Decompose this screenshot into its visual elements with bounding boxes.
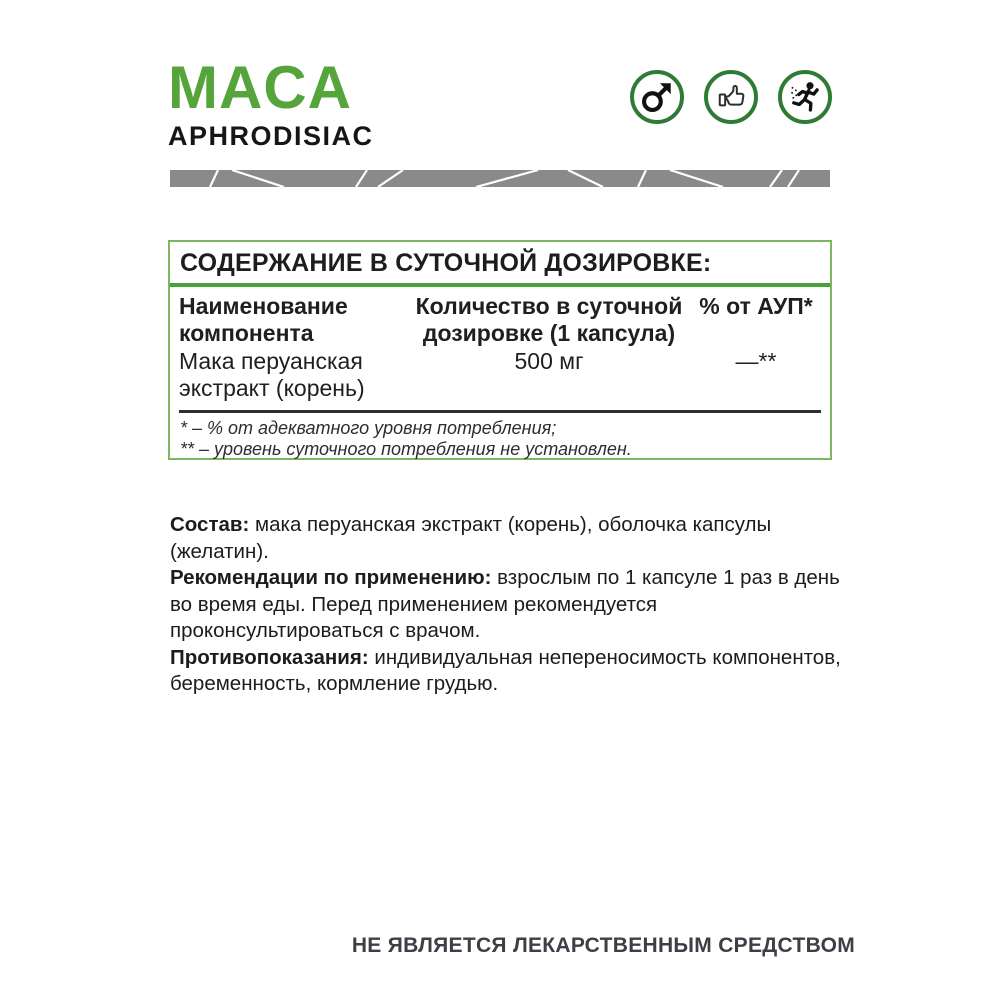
table-row (179, 348, 821, 402)
runner-badge (778, 70, 832, 124)
runner-icon (785, 77, 825, 117)
brand-block (168, 56, 374, 152)
thumbs-up-icon (711, 77, 751, 117)
dark-rule (179, 410, 821, 413)
feature-badges (630, 70, 832, 124)
composition-label: Состав: (170, 513, 250, 536)
texture-bar (170, 170, 830, 187)
cell-percent: —** (735, 347, 777, 374)
disclaimer-text: НЕ ЯВЛЯЕТСЯ ЛЕКАРСТВЕННЫМ СРЕДСТВОМ (351, 934, 855, 957)
footnote-aup: * – % от адекватного уровня потребления; (180, 417, 557, 438)
product-subtitle: APHRODISIAC (168, 121, 374, 151)
recommendations-text: взрослым по 1 капсуле 1 раз в день во время еды. Перед применением рекомендуется проконсультироваться с врачом. (170, 566, 840, 642)
dosage-box (168, 240, 832, 460)
recommendations-label: Рекомендации по применению: (170, 566, 492, 589)
contraindications-paragraph (170, 645, 862, 698)
dosage-box-title: СОДЕРЖАНИЕ В СУТОЧНОЙ ДОЗИРОВКЕ: (180, 249, 712, 277)
male-icon (637, 77, 677, 117)
footnote-not-established: ** – уровень суточного потребления не установлен. (180, 438, 632, 459)
cell-component: Мака перуанская экстракт (корень) (179, 347, 365, 401)
composition-paragraph (170, 512, 862, 565)
green-rule (170, 283, 830, 287)
product-title: MACA (168, 54, 352, 121)
dosage-table (170, 293, 830, 402)
details-section (170, 512, 862, 698)
table-header-row (179, 293, 821, 347)
column-header-component: Наименование компонента (179, 292, 348, 346)
contraindications-text: индивидуальная непереносимость компонентов, беременность, кормление грудью. (170, 645, 841, 695)
male-badge (630, 70, 684, 124)
cell-amount: 500 мг (514, 347, 584, 374)
column-header-amount: Количество в суточной дозировке (1 капсула) (415, 292, 683, 346)
composition-text: мака перуанская экстракт (корень), оболочка капсулы (желатин). (170, 513, 772, 563)
footnotes (180, 418, 820, 460)
column-header-percent: % от АУП* (699, 292, 813, 319)
thumbs-up-badge (704, 70, 758, 124)
contraindications-label: Противопоказания: (170, 645, 369, 669)
recommendations-paragraph (170, 565, 862, 645)
